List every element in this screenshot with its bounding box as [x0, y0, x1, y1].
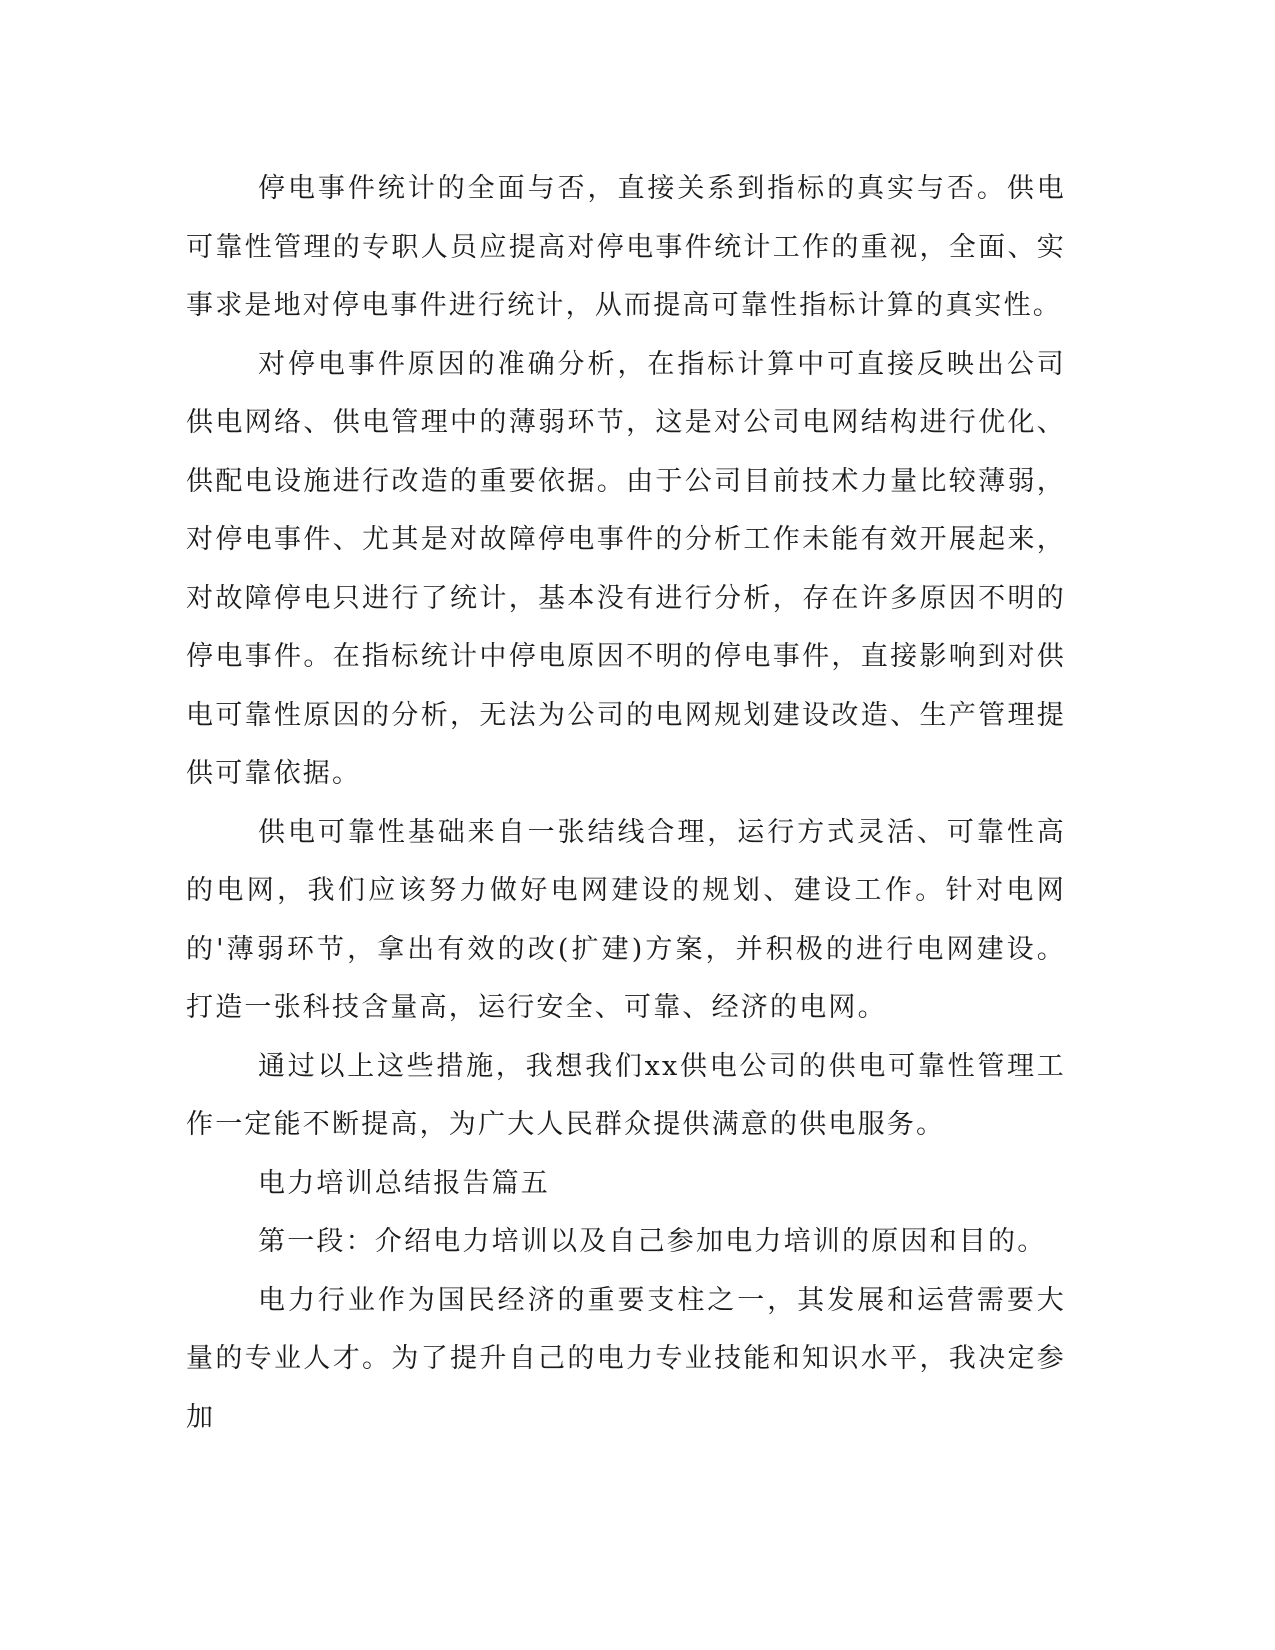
paragraph-statistics: 停电事件统计的全面与否，直接关系到指标的真实与否。供电可靠性管理的专职人员应提高对停电事件统计工作的重视，全面、实事求是地对停电事件进行统计，从而提高可靠性指标计算的真实性。 [186, 173, 1066, 321]
paragraph-cause-analysis: 对停电事件原因的准确分析，在指标计算中可直接反映出公司供电网络、供电管理中的薄弱环节，这是对公司电网结构进行优化、供配电设施进行改造的重要依据。由于公司目前技术力量比较薄弱，对停电事件、尤其是对故障停电事件的分析工作未能有效开展起来，对故障停电只进行了统计，基本没有进行分析，存在许多原因不明的停电事件。在指标统计中停电原因不明的停电事件，直接影响到对供电可靠性原因的分析，无法为公司的电网规划建设改造、生产管理提供可靠依据。 [186, 348, 1066, 789]
document-body [186, 160, 1066, 1447]
section-heading: 电力培训总结报告篇五 [258, 1167, 550, 1199]
paragraph-conclusion: 通过以上这些措施，我想我们xx供电公司的供电可靠性管理工作一定能不断提高，为广大人民群众提供满意的供电服务。 [186, 1050, 1066, 1140]
paragraph-grid-construction: 供电可靠性基础来自一张结线合理，运行方式灵活、可靠性高的电网，我们应该努力做好电网建设的规划、建设工作。针对电网的'薄弱环节，拿出有效的改(扩建)方案，并积极的进行电网建设。打造一张科技含量高，运行安全、可靠、经济的电网。 [186, 816, 1066, 1023]
paragraph-industry-intro: 电力行业作为国民经济的重要支柱之一，其发展和运营需要大量的专业人才。为了提升自己的电力专业技能和知识水平，我决定参加 [186, 1284, 1066, 1433]
paragraph-first-section-title: 第一段：介绍电力培训以及自己参加电力培训的原因和目的。 [258, 1226, 1047, 1257]
